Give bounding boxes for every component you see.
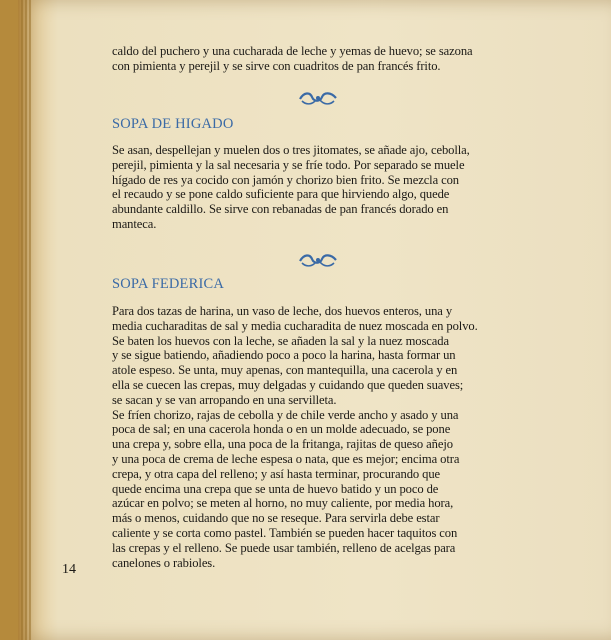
page-number: 14 [62, 562, 76, 577]
text-line: el recaudo y se pone caldo suficiente para que hirviendo algo, quede [112, 187, 450, 202]
text-line: abundante caldillo. Se sirve con rebanadas de pan francés dorado en [112, 202, 449, 217]
text-line: manteca. [112, 216, 157, 231]
text-line: Se asan, despellejan y muelen dos o tres jitomates, se añade ajo, cebolla, [112, 143, 470, 157]
text-line: caliente y se corta como pastel. También se pueden hacer taquitos con [112, 525, 458, 540]
page-leaf-edge [21, 0, 23, 640]
text-line: caldo del puchero y una cucharada de leche y yemas de huevo; se sazona [112, 44, 473, 58]
text-line: Se fríen chorizo, rajas de cebolla y de chile verde ancho y asado y una [112, 407, 459, 422]
page-leaf-edge [29, 0, 31, 640]
intro-paragraph [112, 44, 524, 74]
scroll-ornament-icon [298, 90, 338, 106]
text-line: atole espeso. Se unta, muy apenas, con mantequilla, una cacerola y en [112, 363, 458, 378]
text-line: azúcar en polvo; se meten al horno, no muy caliente, por media hora, [112, 496, 454, 511]
section-body [112, 304, 524, 570]
text-line: y se sigue batiendo, añadiendo poco a poco la harina, hasta formar un [112, 348, 456, 363]
text-line: quede encima una crepa que se unta de huevo batido y un poco de [112, 481, 439, 496]
text-line: Para dos tazas de harina, un vaso de leche, dos huevos enteros, una y [112, 304, 453, 318]
text-line: perejil, pimienta y la sal necesaria y se fríe todo. Por separado se muele [112, 157, 465, 172]
text-line: y una poca de crema de leche espesa o nata, que es mejor; encima otra [112, 451, 460, 466]
text-line: una crepa y, sobre ella, una poca de la fritanga, rajitas de queso añejo [112, 437, 453, 452]
text-line: hígado de res ya cocido con jamón y chorizo bien frito. Se mezcla con [112, 172, 459, 187]
section-body [112, 143, 524, 232]
scroll-ornament-icon [298, 252, 338, 268]
section-heading: SOPA DE HIGADO [112, 116, 234, 132]
text-line: canelones o rabioles. [112, 555, 216, 570]
text-line: poca de sal; en una cacerola honda o en un molde adecuado, se pone [112, 422, 451, 437]
page-leaf-edge [25, 0, 27, 640]
text-line: se sacan y se van arropando en una servilleta. [112, 392, 337, 407]
text-line: media cucharaditas de sal y media cucharadita de nuez moscada en polvo. [112, 318, 478, 333]
text-line: con pimienta y perejil y se sirve con cuadritos de pan francés frito. [112, 58, 441, 73]
text-line: las crepas y el relleno. Se puede usar también, relleno de acelgas para [112, 540, 456, 555]
text-line: crepa, y otra capa del relleno; y así hasta terminar, procurando que [112, 466, 441, 481]
text-line: Se baten los huevos con la leche, se añaden la sal y la nuez moscada [112, 333, 449, 348]
text-line: ella se cuecen las crepas, muy delgadas y cuidando que queden suaves; [112, 377, 464, 392]
section-heading: SOPA FEDERICA [112, 276, 225, 292]
text-line: más o menos, cuidando que no se reseque. Para servirla debe estar [112, 511, 440, 526]
